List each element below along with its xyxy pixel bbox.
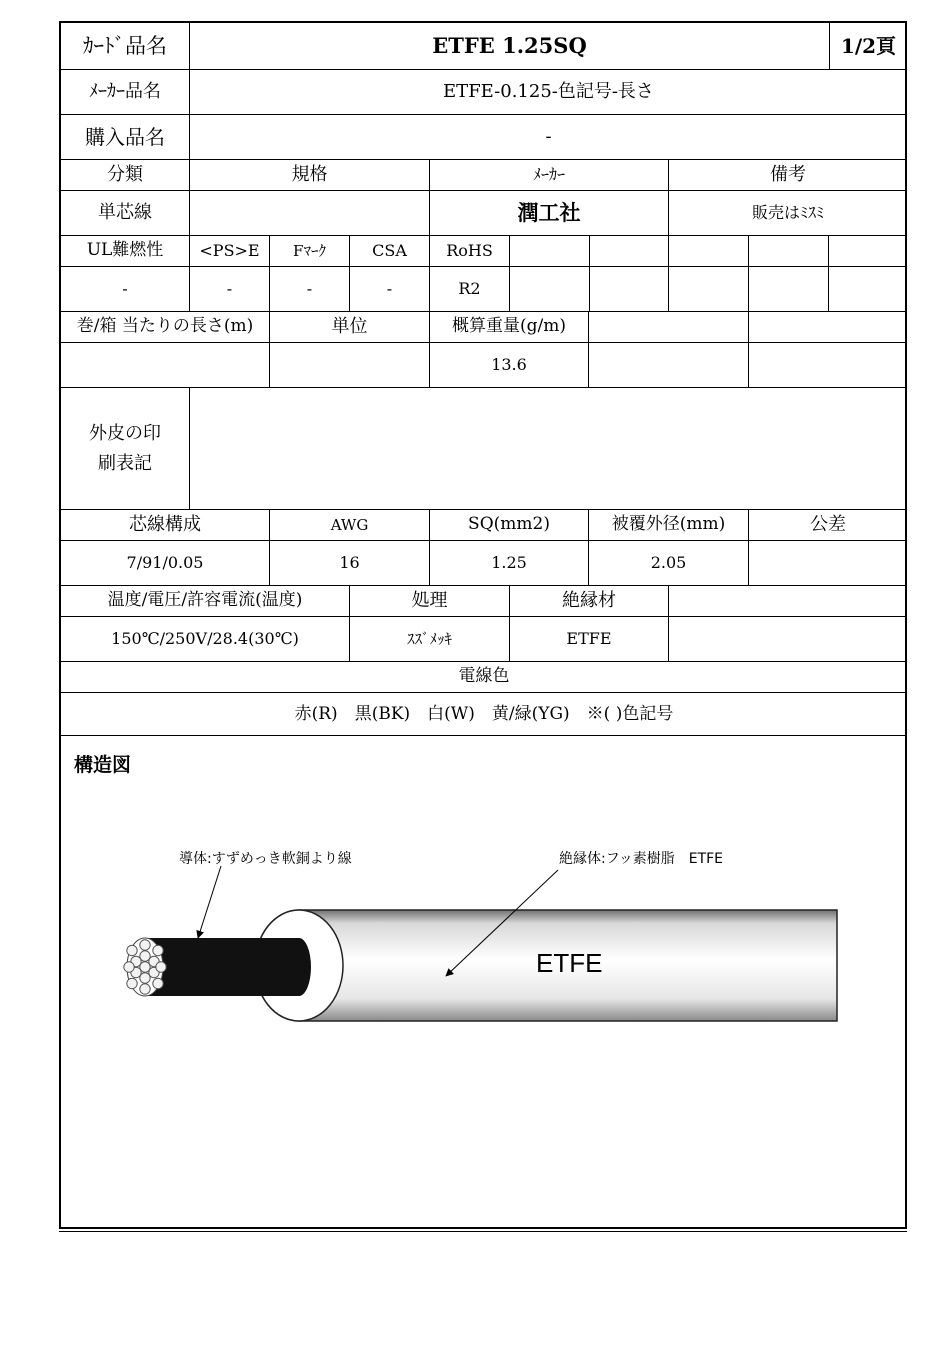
cert-header-blank	[668, 235, 748, 266]
cert-header-csa: CSA	[349, 235, 429, 266]
awg-value: 16	[269, 540, 429, 585]
cert-value-blank	[668, 266, 748, 311]
remarks-header: 備考	[668, 159, 907, 190]
section-divider	[61, 735, 907, 736]
cert-header-blank	[748, 235, 828, 266]
rating-header: 温度/電圧/許容電流(温度)	[61, 585, 349, 616]
cert-value-rohs: R2	[429, 266, 509, 311]
outer-diameter-value: 2.05	[588, 540, 748, 585]
conductor-strands	[124, 938, 166, 996]
standard-header: 規格	[189, 159, 429, 190]
cert-value-blank	[828, 266, 907, 311]
unit-value	[269, 342, 429, 387]
cert-value-pse: -	[189, 266, 269, 311]
cert-value-csa: -	[349, 266, 429, 311]
awg-header: AWG	[269, 509, 429, 540]
treatment-header: 処理	[349, 585, 509, 616]
structure-title: 構造図	[74, 754, 132, 776]
cert-header-pse: <PS>E	[189, 235, 269, 266]
print-marking-value	[189, 387, 907, 509]
cert-header-f-mark: Fﾏｰｸ	[269, 235, 349, 266]
maker-header: ﾒｰｶｰ	[429, 159, 668, 190]
spec-sheet	[59, 21, 907, 1229]
cert-header-blank	[828, 235, 907, 266]
length-per-reel-value	[61, 342, 269, 387]
card-name-value: ETFE 1.25SQ	[189, 23, 829, 69]
rating-value: 150℃/250V/28.4(30℃)	[61, 616, 349, 661]
cert-header-blank	[589, 235, 668, 266]
insulation-header: 絶縁材	[509, 585, 668, 616]
insulation-value: ETFE	[509, 616, 668, 661]
strand-header: 芯線構成	[61, 509, 269, 540]
rating-header-blank	[668, 585, 907, 616]
packaging-value-blank	[588, 342, 748, 387]
insulation-callout: 絶縁体:フッ素樹脂 ETFE	[559, 851, 724, 867]
conductor-callout: 導体:すずめっき軟銅より線	[179, 851, 352, 867]
cert-value-blank	[589, 266, 668, 311]
purchase-name-value: -	[189, 114, 907, 159]
weight-header: 概算重量(g/m)	[429, 311, 588, 342]
outer-diameter-header: 被覆外径(mm)	[588, 509, 748, 540]
weight-value: 13.6	[429, 342, 588, 387]
packaging-header-blank	[748, 311, 907, 342]
sheath-label: ETFE	[536, 948, 603, 978]
sq-header: SQ(mm2)	[429, 509, 588, 540]
tolerance-value	[748, 540, 907, 585]
conductor-arrow	[198, 866, 221, 938]
cert-value-blank	[748, 266, 828, 311]
classification-value: 単芯線	[61, 190, 189, 235]
strand-value: 7/91/0.05	[61, 540, 269, 585]
cert-header-blank	[509, 235, 589, 266]
sq-value: 1.25	[429, 540, 588, 585]
cert-header-ul: UL難燃性	[61, 235, 189, 266]
length-per-reel-header: 巻/箱 当たりの長さ(m)	[61, 311, 269, 342]
wire-color-value: 赤(R) 黒(BK) 白(W) 黄/緑(YG) ※( )色記号	[61, 692, 907, 737]
page-number: 1/2頁	[829, 23, 907, 69]
rating-value-blank	[668, 616, 907, 661]
wire-color-label: 電線色	[61, 661, 907, 692]
standard-value	[189, 190, 429, 235]
maker-value: 潤工社	[429, 190, 668, 235]
maker-name-value: ETFE-0.125-色記号-長さ	[189, 69, 907, 114]
purchase-name-label: 購入品名	[61, 114, 189, 159]
classification-header: 分類	[61, 159, 189, 190]
remarks-value: 販売はﾐｽﾐ	[668, 190, 907, 235]
unit-header: 単位	[269, 311, 429, 342]
print-marking-label: 外皮の印刷表記	[61, 387, 189, 509]
card-name-label: ｶｰﾄﾞ品名	[83, 33, 167, 58]
cert-header-rohs: RoHS	[429, 235, 509, 266]
cert-value-blank	[509, 266, 589, 311]
treatment-value: ｽｽﾞﾒｯｷ	[349, 616, 509, 661]
cert-value-f-mark: -	[269, 266, 349, 311]
tolerance-header: 公差	[748, 509, 907, 540]
packaging-value-blank	[748, 342, 907, 387]
conductor-body	[145, 938, 311, 996]
cable-structure-diagram	[61, 758, 907, 1098]
packaging-header-blank	[588, 311, 748, 342]
maker-name-label: ﾒｰｶｰ品名	[61, 69, 189, 114]
cert-value-ul: -	[61, 266, 189, 311]
